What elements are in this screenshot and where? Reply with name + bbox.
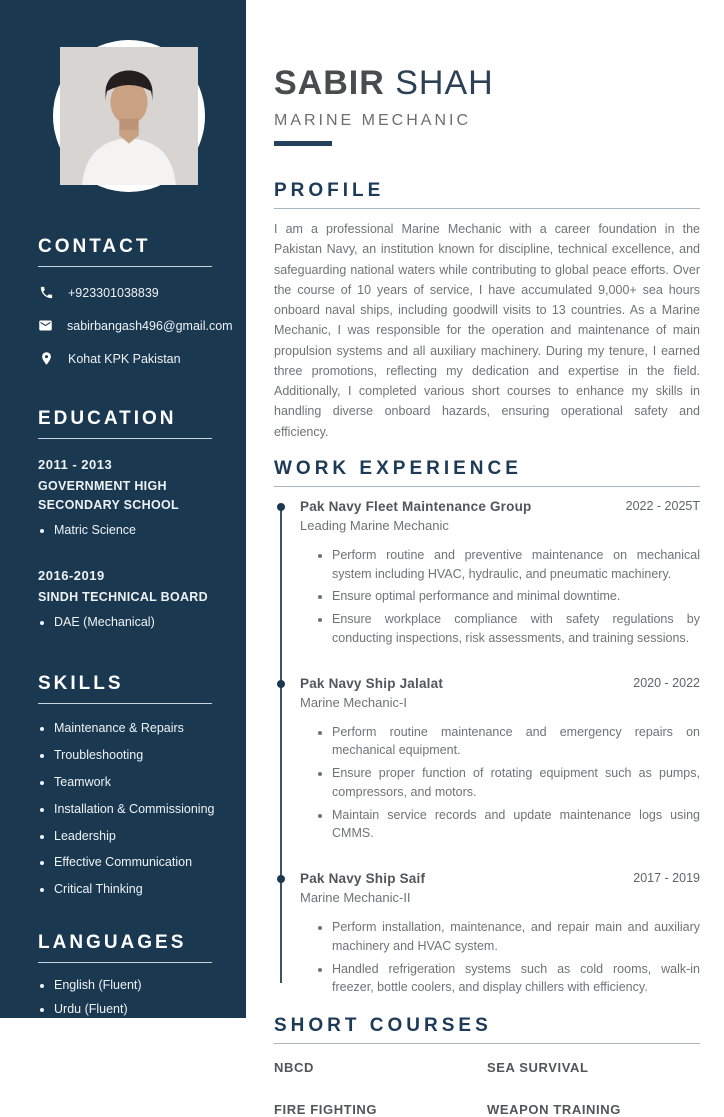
short-courses-divider: [274, 1043, 700, 1044]
email-icon: [38, 318, 53, 333]
work-experience-heading: WORK EXPERIENCE: [274, 457, 522, 479]
skills-list: [38, 720, 220, 898]
job-company: Pak Navy Fleet Maintenance Group: [300, 498, 532, 514]
timeline-dot: [277, 875, 285, 883]
contact-email-text: sabirbangash496@gmail.com: [67, 318, 233, 333]
skill-item: • Troubleshooting: [54, 747, 220, 764]
timeline-dot: [277, 680, 285, 688]
education-section: [38, 408, 220, 631]
job-bullet: • Perform routine and preventive maintenance on mechanical system including HVAC, hydraulic, and pneumatic machinery.: [332, 546, 700, 584]
job-dates: 2022 - 2025T: [625, 498, 700, 513]
job-company: Pak Navy Ship Jalalat: [300, 675, 444, 691]
work-experience-section: [274, 458, 700, 997]
job-header: [300, 676, 700, 710]
location-icon: [38, 351, 54, 366]
timeline-dot: [277, 503, 285, 511]
course-item: FIRE FIGHTING: [274, 1102, 378, 1117]
job-dates: 2020 - 2022: [633, 675, 700, 690]
avatar: [60, 47, 198, 185]
skill-item: • Critical Thinking: [54, 881, 220, 898]
skill-item: • Maintenance & Repairs: [54, 720, 220, 737]
course-item: WEAPON TRAINING: [487, 1102, 621, 1117]
profile-photo: [60, 47, 198, 185]
contact-item-phone: [38, 285, 220, 300]
contact-section: [38, 236, 233, 366]
short-courses-section: [274, 1015, 700, 1117]
education-entry: [38, 457, 220, 538]
languages-heading: LANGUAGES: [38, 932, 187, 954]
education-years: 2011 - 2013: [38, 457, 113, 472]
job-bullet: • Ensure workplace compliance with safety regulations by conducting inspections, risk assessments, and training sessions.: [332, 610, 700, 648]
education-detail: • DAE (Mechanical): [54, 614, 220, 631]
job-title: MARINE MECHANIC: [274, 112, 472, 129]
photo-ring: [53, 40, 205, 192]
education-heading: EDUCATION: [38, 408, 177, 429]
skills-section: [38, 673, 220, 898]
jobs-timeline: [274, 499, 700, 997]
main-column: [246, 0, 724, 1117]
contact-divider: [38, 266, 212, 267]
contact-heading: CONTACT: [38, 236, 151, 257]
skill-item: • Leadership: [54, 828, 220, 845]
job-dates: 2017 - 2019: [633, 871, 700, 885]
job-entry: [300, 871, 700, 997]
education-entry: [38, 568, 220, 631]
language-item: • English (Fluent): [54, 977, 220, 994]
education-details: [38, 522, 220, 539]
phone-icon: [38, 285, 54, 300]
job-role: Leading Marine Mechanic: [300, 517, 449, 533]
education-details: [38, 614, 220, 631]
education-detail: • Matric Science: [54, 522, 220, 539]
contact-list: [38, 285, 233, 366]
profile-photo-wrap: [38, 40, 220, 192]
work-experience-divider: [274, 486, 700, 487]
last-name: SHAH: [395, 64, 494, 102]
job-header: [300, 499, 700, 533]
job-bullet: • Perform installation, maintenance, and repair main and auxiliary machinery and HVAC system.: [332, 918, 700, 956]
resume-header: [274, 66, 700, 146]
title-accent-bar: [274, 141, 332, 146]
job-company: Pak Navy Ship Saif: [300, 871, 426, 886]
job-entry: [300, 499, 700, 648]
job-bullet: • Perform routine maintenance and emergency repairs on mechanical equipment.: [332, 723, 700, 761]
skill-item: • Installation & Commissioning: [54, 801, 220, 818]
course-grid: [274, 1060, 700, 1117]
languages-section: [38, 932, 220, 1018]
job-bullets: [300, 918, 700, 997]
job-bullets: [300, 723, 700, 844]
course-item: NBCD: [274, 1060, 314, 1075]
education-school: SINDH TECHNICAL BOARD: [38, 590, 208, 605]
skill-item: • Teamwork: [54, 774, 220, 791]
education-years: 2016-2019: [38, 568, 105, 584]
profile-section: [274, 180, 700, 442]
job-bullet: • Handled refrigeration systems such as cold rooms, walk-in freezer, bottle coolers, and display chillers with efficiency.: [332, 960, 700, 998]
profile-heading: PROFILE: [274, 180, 385, 201]
education-divider: [38, 438, 212, 439]
profile-text: I am a professional Marine Mechanic with a career foundation in the Pakistan Navy, an institution known for discipline, technical excellence, and safeguarding national waters while contributing to global peace efforts. Over the course of 10 years of service, I have accumulated 9,000+ sea hours onboard naval ships, including goodwill visits to 13 countries. As a Marine Mechanic, I was responsible for the operation and maintenance of main propulsion systems and all auxiliary machinery. During my tenure, I earned three promotions, reflecting my dedication and expertise in the field. Additionally, I completed various short courses to enhance my skills in handling diverse onboard hazards, ensuring operational safety and efficiency.: [274, 222, 700, 439]
skills-divider: [38, 703, 212, 704]
first-name: SABIR: [274, 64, 385, 102]
person-name: [274, 66, 700, 100]
job-bullet: • Ensure proper function of rotating equipment such as pumps, compressors, and motors.: [332, 764, 700, 802]
contact-item-email: [38, 318, 233, 333]
job-header: [300, 871, 700, 905]
job-bullet: • Ensure optimal performance and minimal downtime.: [332, 587, 700, 606]
profile-divider: [274, 208, 700, 209]
job-role: Marine Mechanic-II: [300, 890, 411, 905]
languages-divider: [38, 962, 212, 963]
job-bullets: [300, 546, 700, 648]
language-item: • Urdu (Fluent): [54, 1001, 220, 1018]
job-bullet: • Maintain service records and update maintenance logs using CMMS.: [332, 806, 700, 844]
job-role: Marine Mechanic-I: [300, 694, 407, 710]
course-item: SEA SURVIVAL: [487, 1060, 589, 1075]
contact-phone-text: +923301038839: [68, 285, 159, 300]
education-school: GOVERNMENT HIGH SECONDARY SCHOOL: [38, 479, 179, 512]
contact-item-location: [38, 351, 220, 366]
languages-list: [38, 977, 220, 1018]
contact-location-text: Kohat KPK Pakistan: [68, 351, 181, 366]
short-courses-heading: SHORT COURSES: [274, 1015, 492, 1036]
job-entry: [300, 676, 700, 844]
sidebar: [0, 0, 246, 1018]
skill-item: • Effective Communication: [54, 854, 220, 871]
skills-heading: SKILLS: [38, 673, 124, 694]
